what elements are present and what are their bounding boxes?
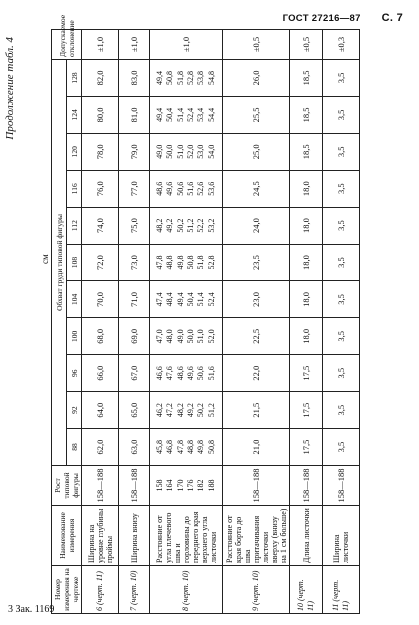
row-name: Ширина листочки <box>323 506 360 566</box>
size-header: 88 <box>67 429 82 466</box>
value-cell: 81,0 <box>119 96 150 133</box>
value-cell: 62,0 <box>82 429 119 466</box>
value-cell: 49,0 50,0 51,0 52,0 53,0 54,0 <box>150 133 223 170</box>
value-cell: 71,0 <box>119 281 150 318</box>
size-header: 108 <box>67 244 82 281</box>
tolerance-cell: ±1,0 <box>82 30 119 60</box>
row-name: Расстояние от края борта до шва притачивания листочки вверху (внизу на 1 см больше) <box>223 506 290 566</box>
row-height: 158—188 <box>323 466 360 506</box>
value-cell: 76,0 <box>82 170 119 207</box>
table-row <box>323 30 360 614</box>
value-cell: 47,0 48,0 49,0 50,0 51,0 52,0 <box>150 318 223 355</box>
value-cell: 79,0 <box>119 133 150 170</box>
row-name: Расстояние от угла плечевого шва и горловины до переднего края верхнего угла листочки <box>150 506 223 566</box>
value-cell: 23,5 <box>223 244 290 281</box>
value-cell: 21,0 <box>223 429 290 466</box>
row-number: 10 (черт. 11) <box>290 566 323 614</box>
table-row <box>119 30 150 614</box>
value-cell: 49,4 50,4 51,4 52,4 53,4 54,4 <box>150 96 223 133</box>
row-height: 158—188 <box>119 466 150 506</box>
standard-code: ГОСТ 27216—87 <box>282 13 361 24</box>
tolerance-cell: ±0,3 <box>323 30 360 60</box>
size-header: 112 <box>67 207 82 244</box>
value-cell: 3,5 <box>323 207 360 244</box>
table-row <box>290 30 323 614</box>
value-cell: 74,0 <box>82 207 119 244</box>
value-cell: 49,4 50,8 51,8 52,8 53,8 54,8 <box>150 60 223 97</box>
value-cell: 3,5 <box>323 355 360 392</box>
value-cell: 18,0 <box>290 244 323 281</box>
value-cell: 47,4 48,4 49,4 50,4 51,4 52,4 <box>150 281 223 318</box>
value-cell: 21,5 <box>223 392 290 429</box>
tolerance-cell: ±0,5 <box>223 30 290 60</box>
size-header: 124 <box>67 96 82 133</box>
value-cell: 3,5 <box>323 96 360 133</box>
value-cell: 18,0 <box>290 207 323 244</box>
table-row <box>150 30 223 614</box>
value-cell: 78,0 <box>82 133 119 170</box>
value-cell: 80,0 <box>82 96 119 133</box>
row-height: 158—188 <box>290 466 323 506</box>
value-cell: 83,0 <box>119 60 150 97</box>
value-cell: 69,0 <box>119 318 150 355</box>
value-cell: 46,6 47,6 48,6 49,6 50,6 51,6 <box>150 355 223 392</box>
value-cell: 25,0 <box>223 133 290 170</box>
value-cell: 68,0 <box>82 318 119 355</box>
value-cell: 82,0 <box>82 60 119 97</box>
value-cell: 3,5 <box>323 244 360 281</box>
value-cell: 65,0 <box>119 392 150 429</box>
value-cell: 3,5 <box>323 60 360 97</box>
value-cell: 72,0 <box>82 244 119 281</box>
row-number: 8 (черт. 10) <box>150 566 223 614</box>
value-cell: 77,0 <box>119 170 150 207</box>
row-name: Длина листочки <box>290 506 323 566</box>
table-row <box>223 30 290 614</box>
table-continuation-title: Продолжение табл. 4 <box>4 37 16 140</box>
row-height: 158—188 <box>82 466 119 506</box>
value-cell: 48,2 49,2 50,2 51,2 52,2 53,2 <box>150 207 223 244</box>
value-cell: 73,0 <box>119 244 150 281</box>
header-chest-group: Обхват груди типовой фигуры <box>52 60 67 466</box>
value-cell: 23,0 <box>223 281 290 318</box>
value-cell: 22,5 <box>223 318 290 355</box>
value-cell: 66,0 <box>82 355 119 392</box>
size-header: 96 <box>67 355 82 392</box>
table-row <box>82 30 119 614</box>
value-cell: 3,5 <box>323 133 360 170</box>
size-header: 128 <box>67 60 82 97</box>
value-cell: 17,5 <box>290 355 323 392</box>
value-cell: 26,0 <box>223 60 290 97</box>
row-number: 6 (черт. 11) <box>82 566 119 614</box>
unit-label: см <box>40 254 50 264</box>
value-cell: 17,5 <box>290 429 323 466</box>
size-header: 120 <box>67 133 82 170</box>
page-header <box>283 12 403 24</box>
row-height: 158—188 <box>223 466 290 506</box>
value-cell: 48,6 49,6 50,6 51,6 52,6 53,6 <box>150 170 223 207</box>
value-cell: 3,5 <box>323 429 360 466</box>
size-header: 104 <box>67 281 82 318</box>
value-cell: 3,5 <box>323 170 360 207</box>
row-name: Ширина внизу <box>119 506 150 566</box>
row-number: 11 (черт. 11) <box>323 566 360 614</box>
row-heights: 158 164 170 176 182 188 <box>150 466 223 506</box>
value-cell: 64,0 <box>82 392 119 429</box>
value-cell: 47,8 48,8 49,8 50,8 51,8 52,8 <box>150 244 223 281</box>
value-cell: 17,5 <box>290 392 323 429</box>
row-number: 7 (черт. 10) <box>119 566 150 614</box>
header-num: Номер измерения на чертеже <box>52 566 82 614</box>
value-cell: 25,5 <box>223 96 290 133</box>
value-cell: 70,0 <box>82 281 119 318</box>
value-cell: 24,0 <box>223 207 290 244</box>
value-cell: 22,0 <box>223 355 290 392</box>
value-cell: 18,0 <box>290 281 323 318</box>
tolerance-cell: ±0,5 <box>290 30 323 60</box>
value-cell: 45,8 46,8 47,8 48,8 49,8 50,8 <box>150 429 223 466</box>
value-cell: 18,5 <box>290 133 323 170</box>
value-cell: 3,5 <box>323 392 360 429</box>
value-cell: 3,5 <box>323 318 360 355</box>
value-cell: 75,0 <box>119 207 150 244</box>
value-cell: 67,0 <box>119 355 150 392</box>
value-cell: 18,5 <box>290 96 323 133</box>
size-header: 100 <box>67 318 82 355</box>
header-name: Наименование измерения <box>52 506 82 566</box>
value-cell: 24,5 <box>223 170 290 207</box>
header-tolerance: Допускаемое отклонение <box>52 30 82 60</box>
page-number: С. 7 <box>381 12 403 24</box>
size-header: 116 <box>67 170 82 207</box>
value-cell: 63,0 <box>119 429 150 466</box>
size-header: 92 <box>67 392 82 429</box>
row-name: Ширина на уровне глубины проймы <box>82 506 119 566</box>
value-cell: 18,0 <box>290 170 323 207</box>
value-cell: 3,5 <box>323 281 360 318</box>
value-cell: 46,2 47,2 48,2 49,2 50,2 51,2 <box>150 392 223 429</box>
page-footer: 3 Зак. 1169 <box>8 604 55 615</box>
tolerance-cell: ±1,0 <box>150 30 223 60</box>
value-cell: 18,0 <box>290 318 323 355</box>
row-number: 9 (черт. 10) <box>223 566 290 614</box>
header-height: Рост типовой фигуры <box>52 466 82 506</box>
value-cell: 18,5 <box>290 60 323 97</box>
tolerance-cell: ±1,0 <box>119 30 150 60</box>
